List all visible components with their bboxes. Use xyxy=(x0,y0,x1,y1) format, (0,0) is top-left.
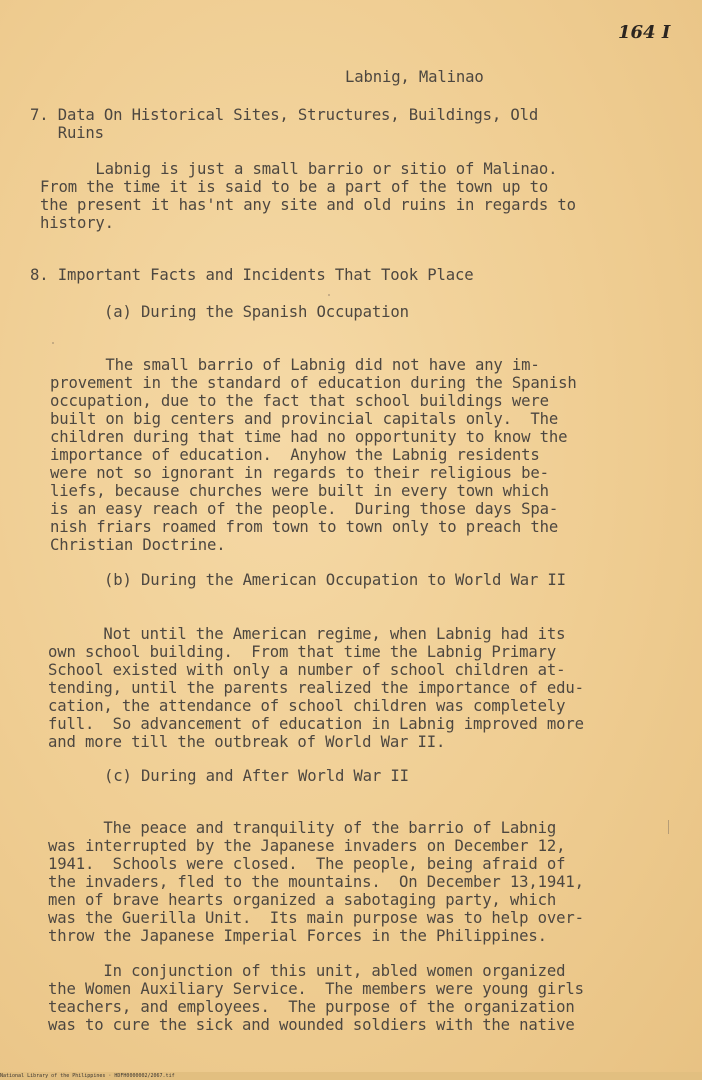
subsection-a-para-line: occupation, due to the fact that school buildings were xyxy=(50,392,549,410)
subsection-c-para-line: the Women Auxiliary Service. The members were young girls xyxy=(48,980,584,998)
paper-speck xyxy=(52,342,54,344)
subsection-c-para-line: teachers, and employees. The purpose of the organization xyxy=(48,998,575,1016)
subsection-c-para-line: The peace and tranquility of the barrio of Labnig xyxy=(48,819,557,837)
subsection-a-para-line: built on big centers and provincial capitals only. The xyxy=(50,410,559,428)
subsection-a-heading: (a) During the Spanish Occupation xyxy=(104,303,409,321)
subsection-a-para-line: provement in the standard of education during the Spanish xyxy=(50,374,577,392)
subsection-a-para-line: children during that time had no opportunity to know the xyxy=(50,428,568,446)
section-7-heading-line-2: Ruins xyxy=(30,124,104,142)
subsection-b-para-line: cation, the attendance of school children was completely xyxy=(48,697,566,715)
subsection-b-para-line: School existed with only a number of school children at- xyxy=(48,661,566,679)
section-8-heading: 8. Important Facts and Incidents That Took Place xyxy=(30,266,474,284)
subsection-a-para-line: The small barrio of Labnig did not have any im- xyxy=(50,356,540,374)
handwritten-page-number: 164 I xyxy=(618,22,671,43)
subsection-a-para-line: were not so ignorant in regards to their religious be- xyxy=(50,464,549,482)
section-7-para-line: history. xyxy=(40,214,114,232)
subsection-c-para-line: throw the Japanese Imperial Forces in the Philippines. xyxy=(48,927,547,945)
scan-footer: National Library of the Philippines · HDFH0000002/2067.tif xyxy=(0,1072,702,1080)
subsection-a-para-line: liefs, because churches were built in every town which xyxy=(50,482,549,500)
subsection-b-para-line: and more till the outbreak of World War II. xyxy=(48,733,446,751)
subsection-c-para-line: the invaders, fled to the mountains. On December 13,1941, xyxy=(48,873,584,891)
paper-speck xyxy=(328,294,330,296)
section-7-para-line: the present it has'nt any site and old ruins in regards to xyxy=(40,196,576,214)
subsection-a-para-line: nish friars roamed from town to town only to preach the xyxy=(50,518,559,536)
subsection-c-para-line: men of brave hearts organized a sabotaging party, which xyxy=(48,891,557,909)
subsection-c-para-line: was to cure the sick and wounded soldiers with the native xyxy=(48,1016,575,1034)
subsection-c-para-line: was interrupted by the Japanese invaders on December 12, xyxy=(48,837,566,855)
subsection-a-para-line: Christian Doctrine. xyxy=(50,536,226,554)
section-7-heading-line-1: 7. Data On Historical Sites, Structures, Buildings, Old xyxy=(30,106,539,124)
subsection-a-para-line: importance of education. Anyhow the Labnig residents xyxy=(50,446,540,464)
place-heading: Labnig, Malinao xyxy=(345,68,484,86)
subsection-b-para-line: tending, until the parents realized the importance of edu- xyxy=(48,679,584,697)
section-7-para-line: From the time it is said to be a part of the town up to xyxy=(40,178,549,196)
paper-speck xyxy=(668,820,669,834)
subsection-b-para-line: own school building. From that time the Labnig Primary xyxy=(48,643,557,661)
subsection-a-para-line: is an easy reach of the people. During those days Spa- xyxy=(50,500,559,518)
subsection-b-heading: (b) During the American Occupation to World War II xyxy=(104,571,566,589)
section-7-para-line: Labnig is just a small barrio or sitio of Malinao. xyxy=(40,160,558,178)
subsection-b-para-line: full. So advancement of education in Labnig improved more xyxy=(48,715,584,733)
subsection-b-para-line: Not until the American regime, when Labnig had its xyxy=(48,625,566,643)
subsection-c-para-line: 1941. Schools were closed. The people, being afraid of xyxy=(48,855,566,873)
subsection-c-para-line: was the Guerilla Unit. Its main purpose was to help over- xyxy=(48,909,584,927)
subsection-c-para-line: In conjunction of this unit, abled women organized xyxy=(48,962,566,980)
subsection-c-heading: (c) During and After World War II xyxy=(104,767,409,785)
